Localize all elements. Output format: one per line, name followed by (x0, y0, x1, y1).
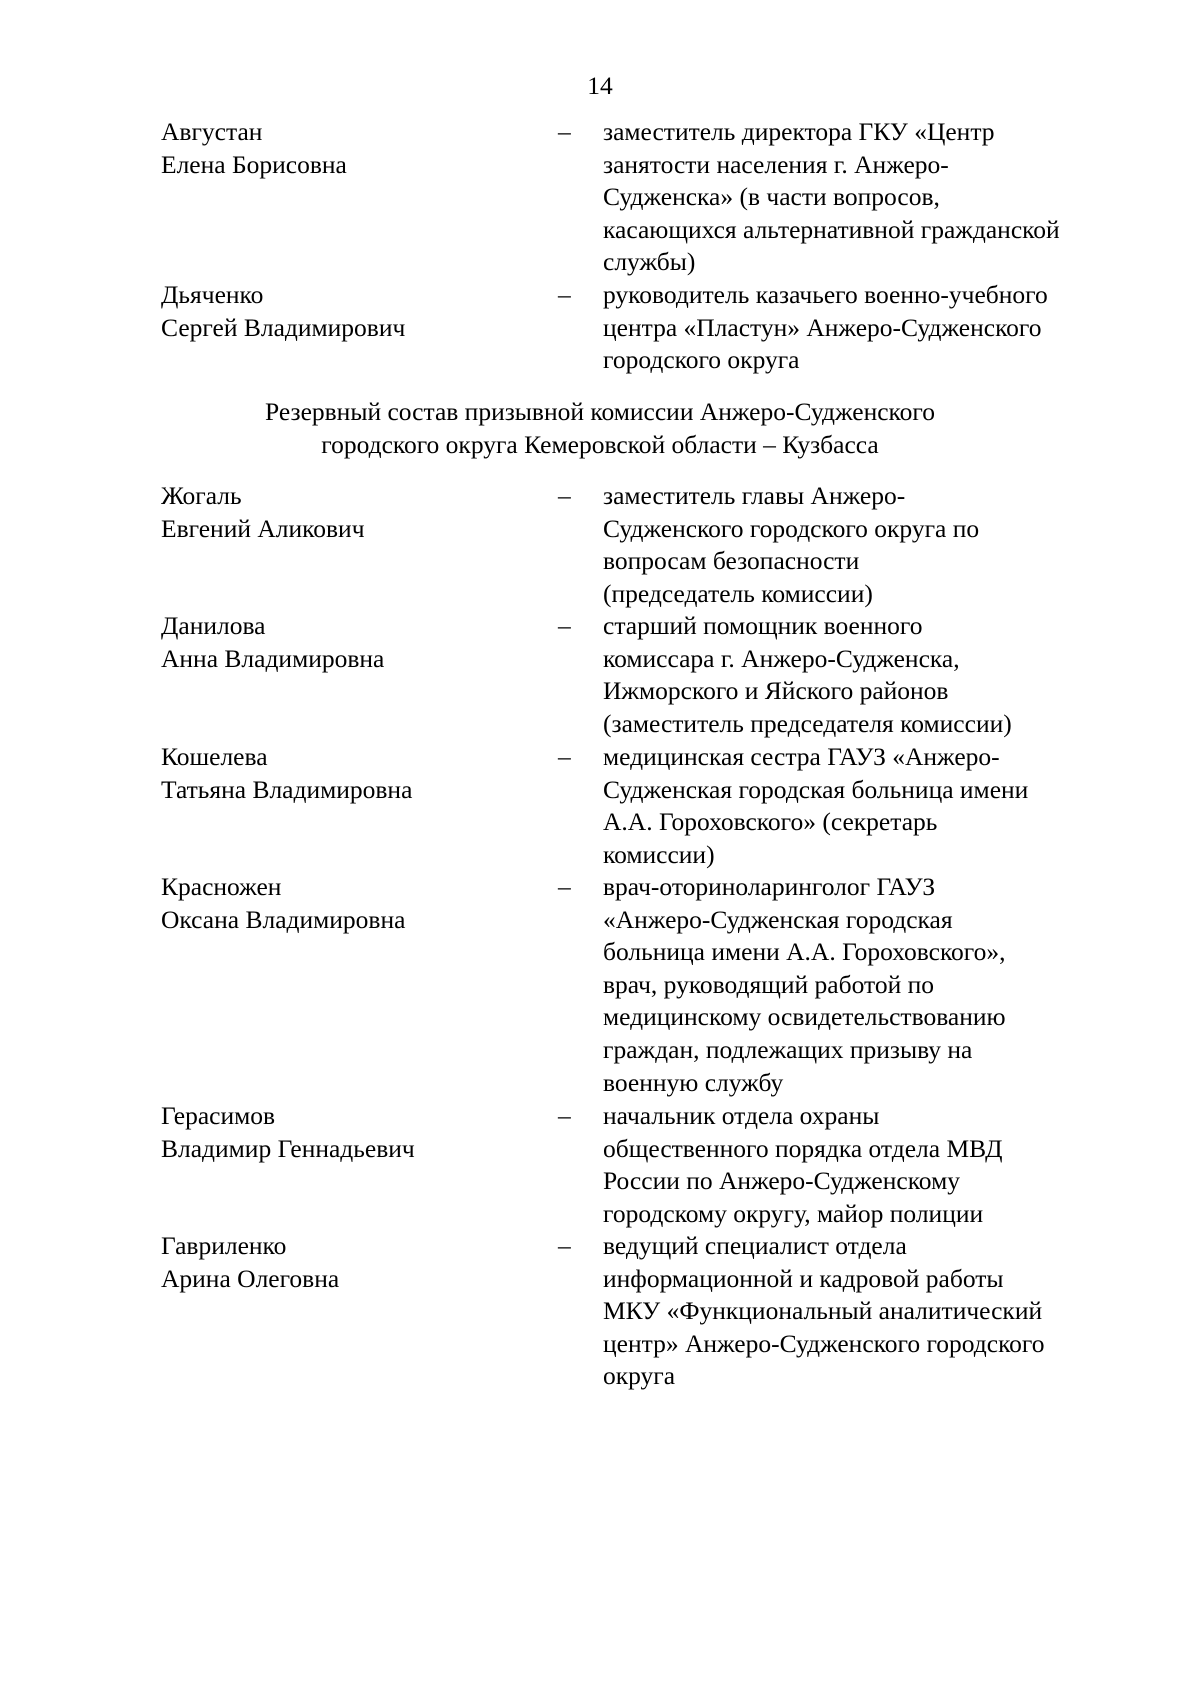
dash-separator: – (558, 1231, 571, 1260)
position-line: службы) (603, 247, 696, 277)
position-line: начальник отдела охраны (603, 1101, 880, 1130)
position-line: заместитель директора ГКУ «Центр (603, 117, 995, 146)
page-number: 14 (587, 71, 613, 100)
dash-separator: – (558, 1101, 571, 1130)
position-line: старший помощник военного (603, 611, 923, 640)
member-position (603, 279, 1143, 377)
member-position (603, 741, 1143, 871)
dash-separator: – (558, 117, 571, 146)
position-line: врач-оториноларинголог ГАУЗ (603, 872, 936, 901)
member-position (603, 610, 1143, 740)
position-line: медицинская сестра ГАУЗ «Анжеро- (603, 742, 1000, 771)
section-heading (0, 396, 1200, 461)
section-heading-line: городского округа Кемеровской области – Кузбасса (321, 429, 879, 459)
position-line: врач, руководящий работой по (603, 969, 934, 999)
position-line: граждан, подлежащих призыву на (603, 1034, 973, 1064)
member-surname: Августан (161, 117, 263, 146)
member-given-names: Анна Владимировна (161, 643, 385, 673)
member-surname: Жогаль (161, 481, 242, 510)
member-position (603, 1230, 1143, 1393)
position-line: Судженская городская больница имени (603, 774, 1029, 804)
member-name (161, 480, 541, 545)
member-position (603, 871, 1143, 1099)
section-heading-line: Резервный состав призывной комиссии Анжеро-Судженского (265, 397, 935, 426)
position-line: информационной и кадровой работы (603, 1263, 1004, 1293)
member-given-names: Арина Олеговна (161, 1263, 340, 1293)
position-line: «Анжеро-Судженская городская (603, 904, 953, 934)
position-line: ведущий специалист отдела (603, 1231, 907, 1260)
position-line: вопросам безопасности (603, 546, 860, 576)
position-line: общественного порядка отдела МВД (603, 1133, 1003, 1163)
member-surname: Дьяченко (161, 280, 264, 309)
member-name (161, 279, 541, 344)
member-surname: Данилова (161, 611, 266, 640)
position-line: (заместитель председателя комиссии) (603, 708, 1012, 738)
position-line: городского округа (603, 345, 800, 375)
position-line: (председатель комиссии) (603, 578, 873, 608)
position-line: городскому округу, майор полиции (603, 1198, 984, 1228)
position-line: центра «Пластун» Анжеро-Судженского (603, 312, 1042, 342)
position-line: медицинскому освидетельствованию (603, 1002, 1006, 1032)
position-line: центр» Анжеро-Судженского городского (603, 1328, 1045, 1358)
member-surname: Гавриленко (161, 1231, 287, 1260)
member-name (161, 610, 541, 675)
member-name (161, 741, 541, 806)
member-name (161, 871, 541, 936)
position-line: заместитель главы Анжеро- (603, 481, 906, 510)
position-line: руководитель казачьего военно-учебного (603, 280, 1048, 309)
position-line: занятости населения г. Анжеро- (603, 149, 949, 179)
member-given-names: Владимир Геннадьевич (161, 1133, 415, 1163)
position-line: комиссии) (603, 839, 715, 869)
position-line: Судженского городского округа по (603, 513, 980, 543)
dash-separator: – (558, 742, 571, 771)
position-line: больница имени А.А. Гороховского», (603, 937, 1006, 967)
position-line: касающихся альтернативной гражданской (603, 214, 1060, 244)
member-name (161, 1230, 541, 1295)
member-surname: Красножен (161, 872, 282, 901)
position-line: комиссара г. Анжеро-Судженска, (603, 643, 960, 673)
position-line: Судженска» (в части вопросов, (603, 182, 940, 212)
position-line: А.А. Гороховского» (секретарь (603, 807, 938, 837)
position-line: МКУ «Функциональный аналитический (603, 1296, 1043, 1326)
member-given-names: Сергей Владимирович (161, 312, 406, 342)
member-surname: Герасимов (161, 1101, 276, 1130)
member-name (161, 116, 541, 181)
member-name (161, 1100, 541, 1165)
dash-separator: – (558, 280, 571, 309)
member-position (603, 480, 1143, 610)
member-given-names: Татьяна Владимировна (161, 774, 413, 804)
position-line: Ижморского и Яйского районов (603, 676, 949, 706)
member-given-names: Елена Борисовна (161, 149, 347, 179)
position-line: военную службу (603, 1067, 784, 1097)
member-position (603, 1100, 1143, 1230)
member-surname: Кошелева (161, 742, 268, 771)
dash-separator: – (558, 872, 571, 901)
member-given-names: Евгений Аликович (161, 513, 365, 543)
position-line: округа (603, 1361, 676, 1391)
position-line: России по Анжеро-Судженскому (603, 1166, 960, 1196)
dash-separator: – (558, 481, 571, 510)
member-given-names: Оксана Владимировна (161, 904, 406, 934)
dash-separator: – (558, 611, 571, 640)
member-position (603, 116, 1143, 279)
